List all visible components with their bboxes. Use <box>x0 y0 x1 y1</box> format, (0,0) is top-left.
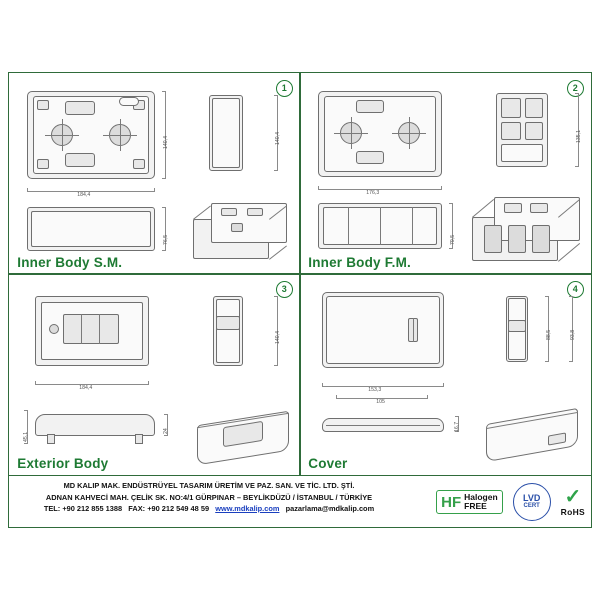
dim-front-height: 76,5 <box>163 235 170 246</box>
dim-width-outer: 153,3 <box>368 387 382 394</box>
dim-top-width: 184,4 <box>77 192 91 199</box>
panel-label: Inner Body F.M. <box>308 254 412 270</box>
halogen-free-badge <box>436 490 503 514</box>
tel-label: TEL: <box>43 504 61 513</box>
side-view-drawing <box>506 296 566 368</box>
panel-exterior-body <box>8 273 301 476</box>
company-address: ADNAN KAHVECİ MAH. ÇELİK SK. NO:4/1 GÜRPINAR – BEYLİKDÜZÜ / İSTANBUL / TÜRKİYE <box>45 492 373 502</box>
side-view-drawing <box>496 93 570 171</box>
panel-number-badge: 3 <box>276 281 293 298</box>
isometric-drawing <box>187 197 297 269</box>
rohs-badge <box>560 485 585 517</box>
profile-view-drawing <box>322 410 450 450</box>
panel-number-badge: 2 <box>567 80 584 97</box>
dim-front-height: 79,5 <box>450 235 457 246</box>
company-contact <box>9 503 409 515</box>
front-view-drawing <box>318 203 442 253</box>
fax-value: +90 212 549 48 59 <box>147 504 210 513</box>
panel-label: Exterior Body <box>17 455 109 471</box>
company-name: MD KALIP MAK. ENDÜSTRÜYEL TASARIM ÜRETİM VE PAZ. SAN. VE TİC. LTD. ŞTİ. <box>63 481 355 490</box>
rohs-label: RoHS <box>560 506 585 517</box>
company-info <box>9 480 409 515</box>
lvd-bottom-text: CERT <box>523 503 540 509</box>
panel-label: Inner Body S.M. <box>17 254 123 270</box>
fax-label: FAX: <box>128 504 146 513</box>
dim-profile-depth: 24 <box>163 428 170 435</box>
check-icon: ✓ <box>564 485 582 508</box>
dim-height-b: 93,8 <box>570 330 577 341</box>
panel-inner-body-sm <box>8 72 301 275</box>
panel-inner-body-fm <box>299 72 592 275</box>
isometric-drawing <box>480 398 592 470</box>
profile-view-drawing <box>35 404 159 450</box>
isometric-drawing <box>468 191 590 271</box>
side-view-drawing <box>209 95 265 171</box>
top-view-drawing <box>27 91 155 183</box>
certification-badges <box>436 481 585 523</box>
top-view-drawing <box>322 292 450 376</box>
halogen-free-hf-text: HF <box>441 493 462 511</box>
front-view-drawing <box>27 207 155 253</box>
front-view-drawing <box>35 296 155 376</box>
side-view-drawing <box>213 296 269 372</box>
isometric-drawing <box>193 394 301 470</box>
dim-profile-height: 45,1 <box>23 432 30 443</box>
website-link[interactable]: www.mdkalip.com <box>215 504 280 513</box>
dim-thickness: 16,7 <box>454 422 461 433</box>
dim-top-height: 140,4 <box>163 136 170 150</box>
dim-side-height: 135,1 <box>576 130 583 144</box>
halogen-free-line2: FREE <box>464 501 487 511</box>
top-view-drawing <box>318 91 442 183</box>
lvd-badge <box>513 483 551 521</box>
panel-cover <box>299 273 592 476</box>
dim-front-width: 184,4 <box>79 385 93 392</box>
dim-height-a: 88,5 <box>546 330 553 341</box>
tel-value: +90 212 855 1388 <box>62 504 123 513</box>
drawing-sheet <box>8 72 592 528</box>
panel-grid <box>8 72 592 476</box>
panel-label: Cover <box>308 455 348 471</box>
dim-top-width: 176,3 <box>366 190 380 197</box>
lvd-top-text: LVD <box>522 493 541 503</box>
halogen-free-line1: Halogen <box>464 492 498 502</box>
email-link[interactable]: pazarlama@mdkalip.com <box>285 504 375 513</box>
dim-front-height: 140,4 <box>275 331 282 345</box>
dim-width-inner: 105 <box>376 399 385 406</box>
panel-number-badge: 4 <box>567 281 584 298</box>
footer <box>8 476 592 528</box>
dim-side-height: 140,4 <box>275 132 282 146</box>
panel-number-badge: 1 <box>276 80 293 97</box>
